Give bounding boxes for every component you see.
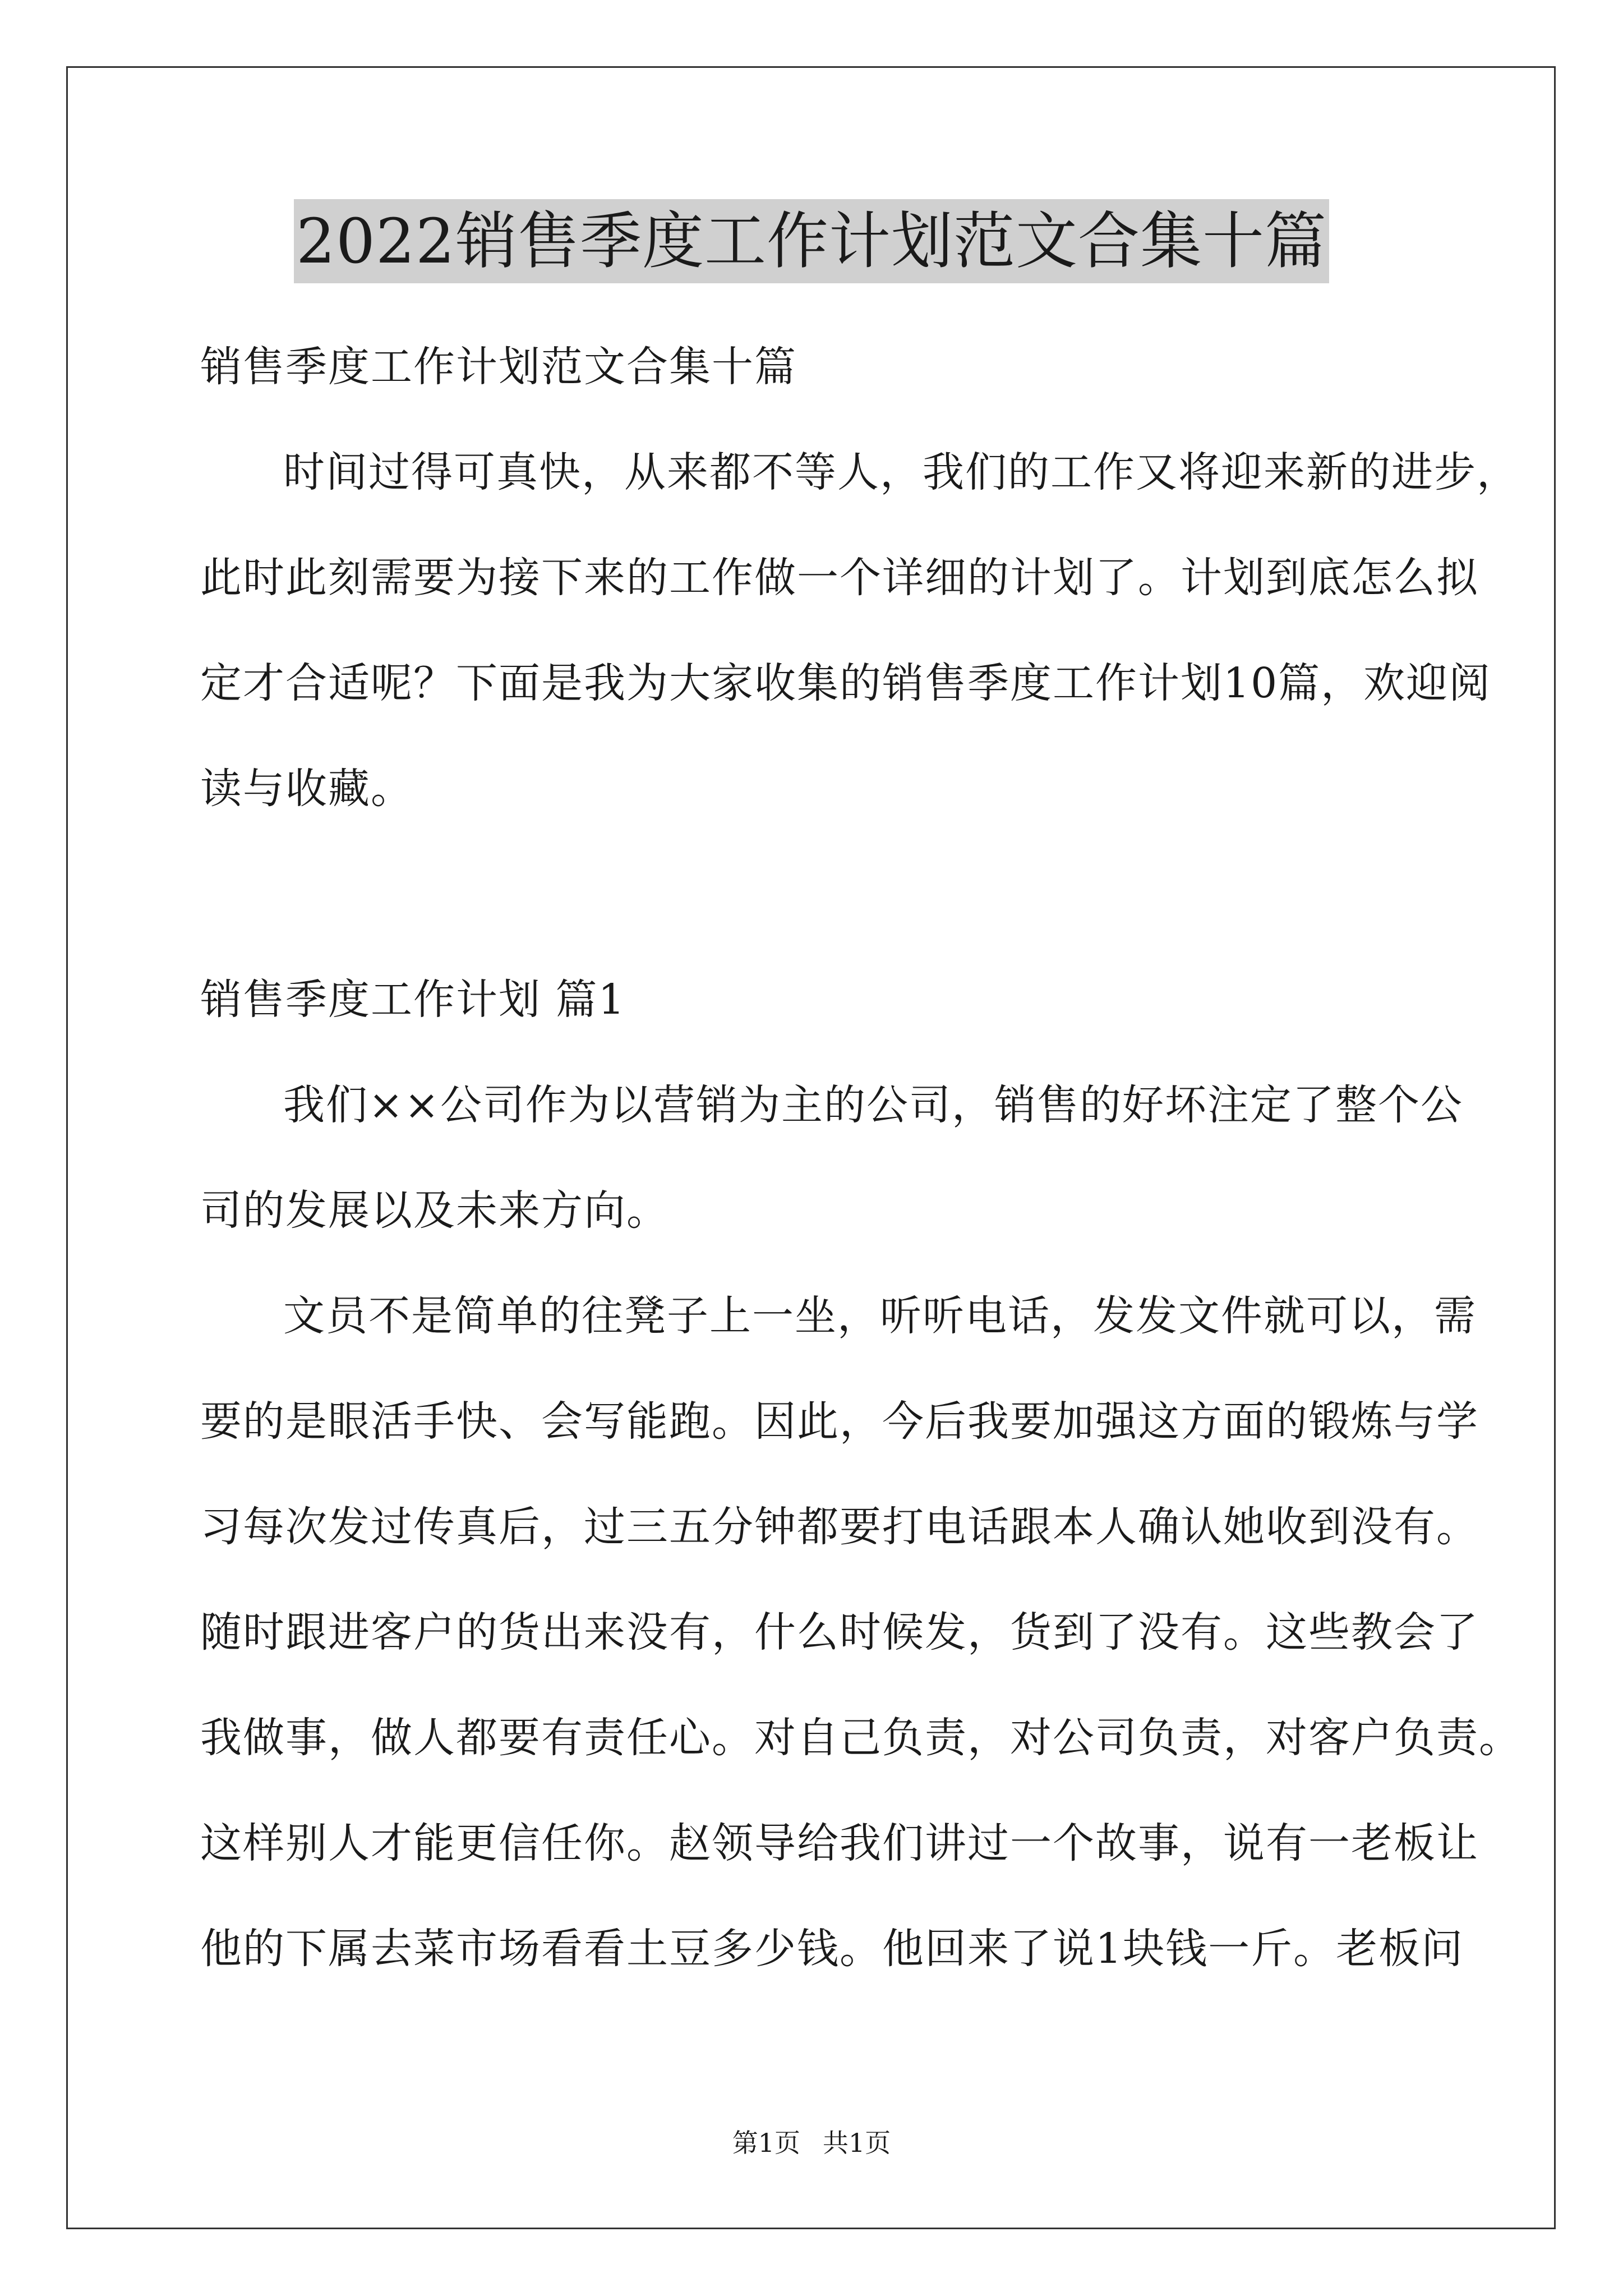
page-footer bbox=[0, 2126, 1623, 2160]
paragraph-line: 他的下属去菜市场看看土豆多少钱。他回来了说1块钱一斤。老板问 bbox=[200, 1925, 1464, 1973]
paragraph-line: 文员不是简单的往凳子上一坐，听听电话，发发文件就可以，需 bbox=[283, 1292, 1477, 1340]
intro-line: 此时此刻需要为接下来的工作做一个详细的计划了。计划到底怎么拟 bbox=[200, 554, 1479, 602]
page-number-current: 第1页 bbox=[732, 2128, 800, 2158]
document-body bbox=[200, 314, 1521, 2001]
paragraph-line: 司的发展以及未来方向。 bbox=[200, 1186, 669, 1235]
paragraph-line: 我做事，做人都要有责任心。对自己负责，对公司负责，对客户负责。 bbox=[200, 1714, 1521, 1762]
paragraph-spacer bbox=[200, 841, 1434, 947]
intro-line: 读与收藏。 bbox=[200, 765, 413, 813]
paragraph-line: 我们××公司作为以营销为主的公司，销售的好坏注定了整个公 bbox=[283, 1081, 1464, 1129]
document-subtitle: 销售季度工作计划范文合集十篇 bbox=[200, 343, 797, 391]
intro-line: 时间过得可真快，从来都不等人，我们的工作又将迎来新的进步， bbox=[283, 448, 1519, 496]
paragraph-line: 要的是眼活手快、会写能跑。因此，今后我要加强这方面的锻炼与学 bbox=[200, 1397, 1479, 1446]
intro-line: 定才合适呢？下面是我为大家收集的销售季度工作计划10篇，欢迎阅 bbox=[200, 659, 1492, 707]
page-number-total: 共1页 bbox=[823, 2128, 891, 2158]
document-title: 2022销售季度工作计划范文合集十篇 bbox=[294, 199, 1329, 283]
title-container bbox=[0, 199, 1623, 283]
paragraph-line: 这样别人才能更信任你。赵领导给我们讲过一个故事，说有一老板让 bbox=[200, 1819, 1479, 1867]
section-heading: 销售季度工作计划 篇1 bbox=[200, 976, 626, 1024]
paragraph-line: 习每次发过传真后，过三五分钟都要打电话跟本人确认她收到没有。 bbox=[200, 1503, 1479, 1551]
paragraph-line: 随时跟进客户的货出来没有，什么时候发，货到了没有。这些教会了 bbox=[200, 1608, 1479, 1657]
